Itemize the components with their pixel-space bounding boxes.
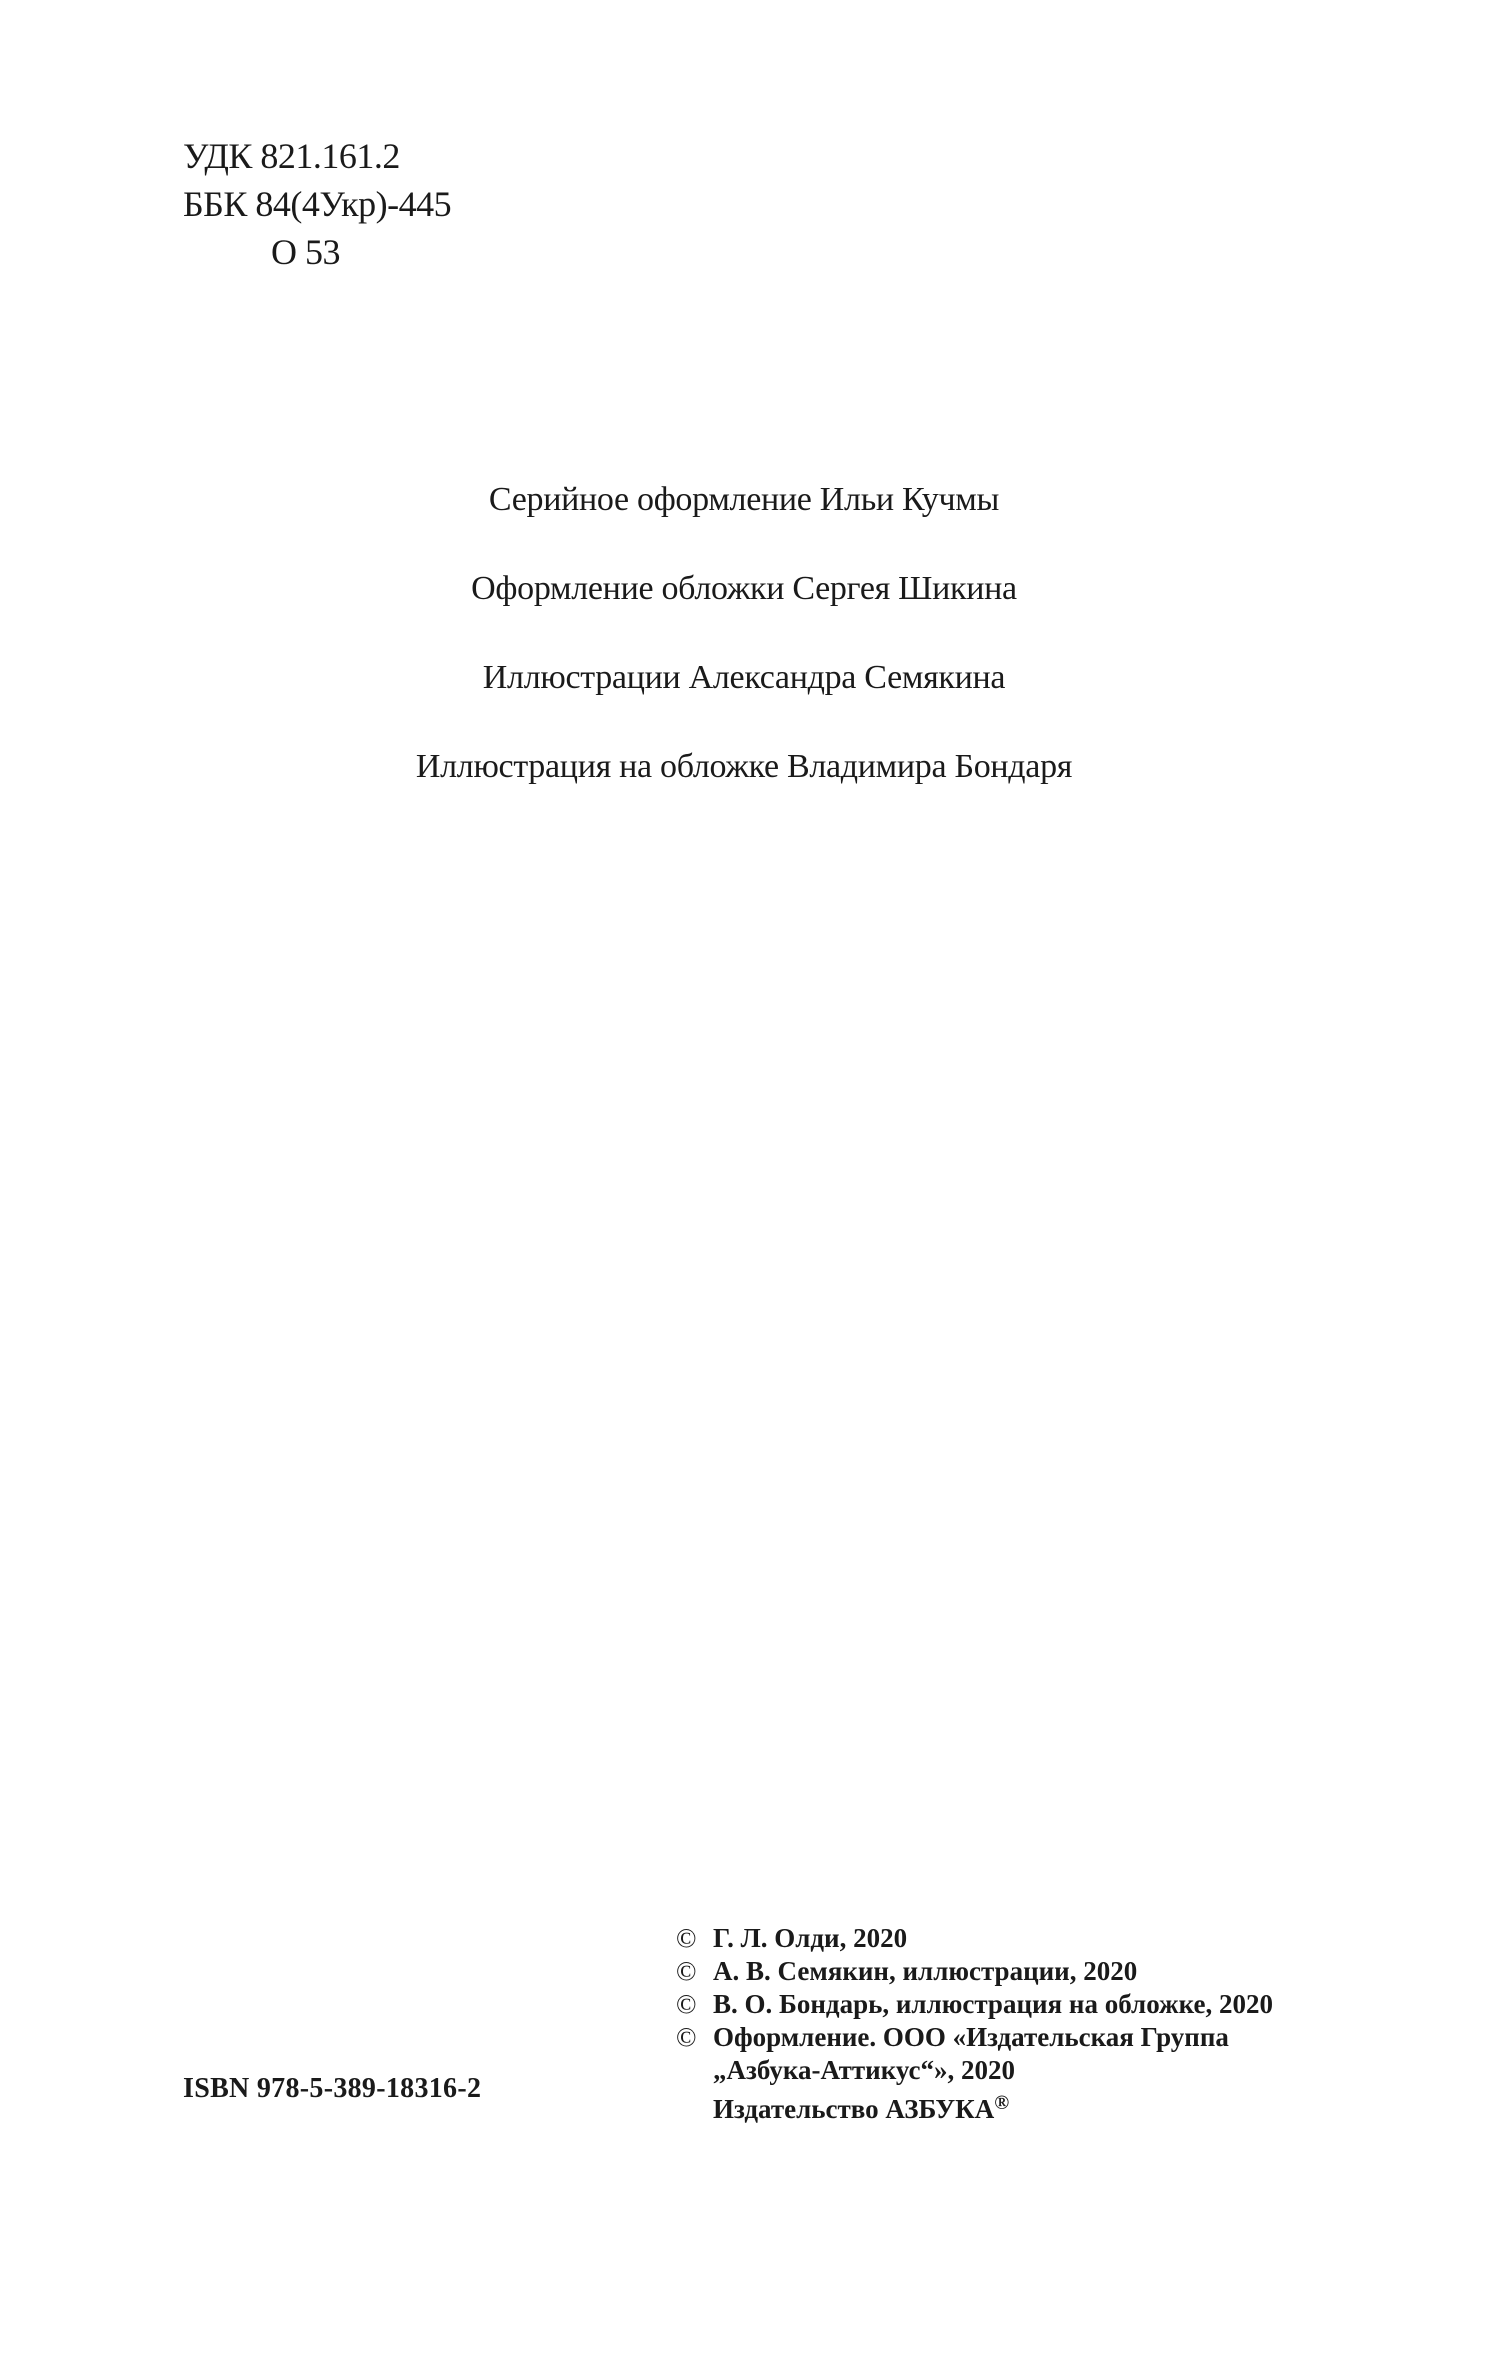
copyright-symbol: © [676,2022,697,2052]
copyright-symbol: © [676,1923,697,1953]
copyright-line: © А. В. Семякин, иллюстрации, 2020 [676,1956,1138,1986]
copyright-continuation: „Азбука-Аттикус“», 2020 [713,2055,1016,2085]
author-mark: О 53 [271,232,340,272]
copyright-symbol: © [676,1989,697,2019]
copyright-symbol: © [676,1956,697,1986]
copyright-line: © Г. Л. Олди, 2020 [676,1923,908,1953]
classification-codes [183,132,451,276]
copyright-line: © Оформление. ООО «Издательская Группа [676,2022,1229,2052]
copyright-block [676,1922,1273,2126]
design-credits [0,480,1488,836]
copyright-line: © В. О. Бондарь, иллюстрация на обложке, 2020 [676,1989,1273,2019]
isbn: ISBN 978-5-389-18316-2 [183,2073,482,2104]
credit-illustrations: Иллюстрации Александра Семякина [482,659,1006,696]
credit-cover-design: Оформление обложки Сергея Шикина [471,570,1017,607]
credit-cover-illustration: Иллюстрация на обложке Владимира Бондаря [415,748,1073,785]
bbk-code: ББК 84(4Укр)-445 [183,184,452,224]
publisher-name: Издательство АЗБУКА® [713,2092,1010,2124]
registered-mark: ® [994,2092,1010,2114]
udk-code: УДК 821.161.2 [183,136,400,176]
credit-series-design: Серийное оформление Ильи Кучмы [488,481,1000,518]
